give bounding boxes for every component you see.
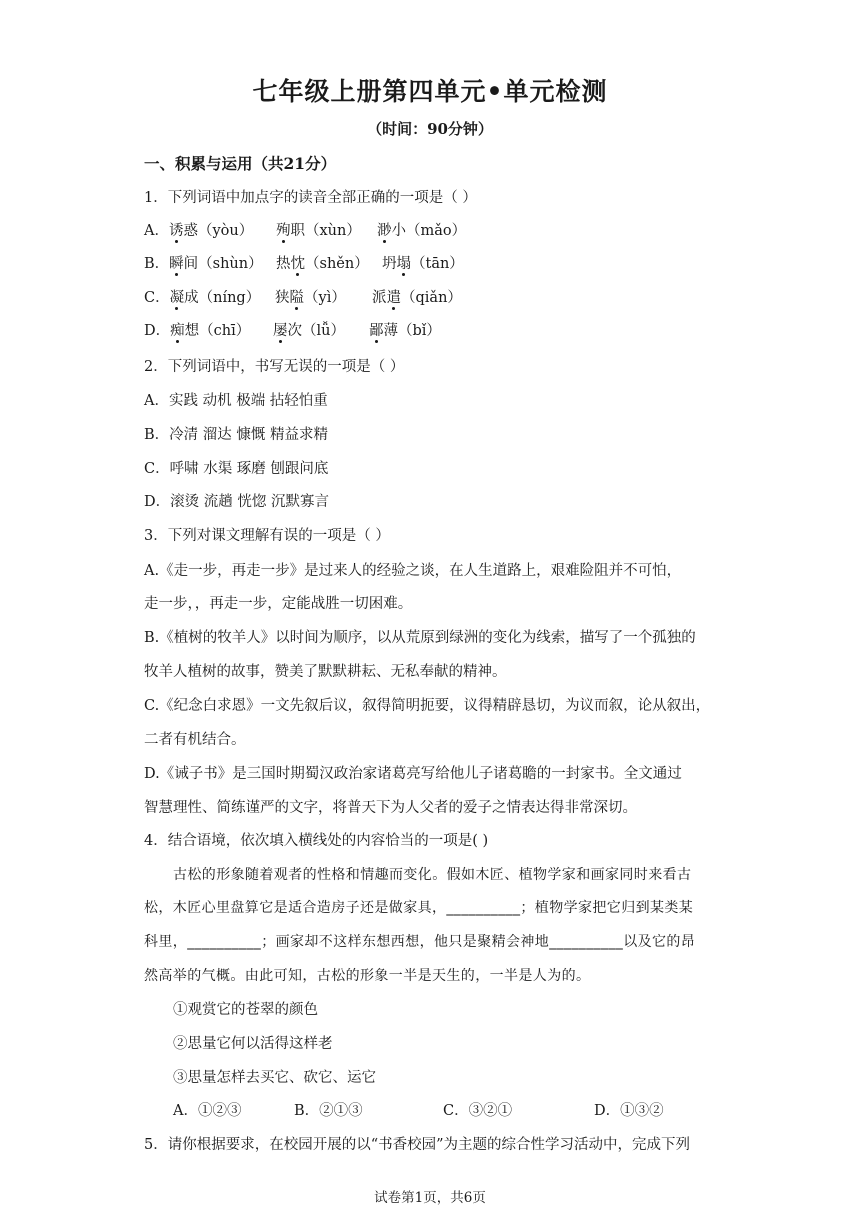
page-footer: 试卷第1页，共6页: [374, 1190, 486, 1206]
q4-item: ①观赏它的苍翠的颜色: [173, 1002, 318, 1018]
time-limit: （时间：90分钟）: [367, 120, 493, 138]
q4-choice-a: A．①②③: [173, 1103, 242, 1119]
q3-line: 牧羊人植树的故事，赞美了默默耕耘、无私奉献的精神。: [144, 664, 507, 680]
q3-line: 二者有机结合。: [144, 732, 246, 748]
q4-passage-line: 然高举的气概。由此可知，古松的形象一半是天生的，一半是人为的。: [144, 968, 591, 984]
q2-option-b: B．冷清 溜达 慷慨 精益求精: [144, 427, 328, 443]
q1-option-d: D．痴想（chī）: [144, 323, 251, 339]
q3-line: D.《诫子书》是三国时期蜀汉政治家诸葛亮写给他儿子诸葛瞻的一封家书。全文通过: [144, 766, 682, 782]
q1-stem: 1．下列词语中加点字的读音全部正确的一项是（ ）: [144, 190, 477, 206]
q1-option-b: B．瞬间（shùn）: [144, 256, 263, 272]
q4-passage-line: 古松的形象随着观者的性格和情趣而变化。假如木匠、植物学家和画家同时来看古: [173, 867, 692, 883]
section-heading: 一、积累与运用（共21分）: [144, 154, 337, 173]
q2-option-c: C．呼啸 水渠 琢磨 刨跟问底: [144, 461, 329, 477]
q3-line: B.《植树的牧羊人》以时间为顺序，以从荒原到绿洲的变化为线索，描写了一个孤独的: [144, 630, 696, 646]
q2-stem: 2．下列词语中，书写无误的一项是（ ）: [144, 359, 405, 375]
q1-option-a: A．诱惑（yòu）: [144, 223, 254, 239]
q3-line: A.《走一步，再走一步》是过来人的经验之谈，在人生道路上，艰难险阻并不可怕，: [144, 563, 682, 579]
q3-line: 走一步，，再走一步，定能战胜一切困难。: [144, 596, 413, 612]
q1-option-c: C．凝成（níng）: [144, 290, 261, 306]
q4-item: ②思量它何以活得这样老: [173, 1036, 333, 1052]
q3-stem: 3．下列对课文理解有误的一项是（ ）: [144, 528, 390, 544]
q4-choice-d: D．①③②: [594, 1103, 664, 1119]
q4-stem: 4．结合语境，依次填入横线处的内容恰当的一项是( ): [144, 833, 489, 849]
q4-choice-b: B．②①③: [294, 1103, 363, 1119]
q4-passage-line: 科里，__________；画家却不这样东想西想，他只是聚精会神地__________以及它的昂: [144, 934, 696, 950]
q2-option-a: A．实践 动机 极端 拈轻怕重: [144, 393, 328, 409]
q4-item: ③思量怎样去买它、砍它、运它: [173, 1070, 376, 1086]
q3-line: C.《纪念白求恩》一文先叙后议，叙得简明扼要，议得精辟恳切，为议而叙，论从叙出，: [144, 698, 711, 714]
exam-page: 七年级上册第四单元•单元检测 （时间：90分钟） 一、积累与运用（共21分） 1．下列词语中加点字的读音全部正确的一项是（ ） A．诱惑（yòu） 殉职（xùn） 渺小（mǎo） B．瞬间（shùn） 热忱（shěn） 坍塌（tān） C．凝成（níng） 狭隘（yì） 派遣（qiǎn） D．痴想（chī） 屡次（lǚ） 鄙薄（bǐ） 2．下列词语中，书写无误的一项是（ ） A．实践 动机 极端 拈轻怕重 B．冷清 溜达 慷慨 精益求精 C．呼啸 水渠 琢磨 刨跟问底 D．滚烫 流趟 恍惚 沉默寡言 3．下列对课文理解有误的一项是（ ） A.《走一步，再走一步》是过来人的经验之谈，在人生道路上，艰难险阻并不可怕， 走一步，，再走一步，定能战胜一切困难。 B.《植树的牧羊人》以时间为顺序，以从荒原到绿洲的变化为线索，描写了一个孤独的 牧羊人植树的故事，赞美了默默耕耘、无私奉献的精神。 C.《纪念白求恩》一文先叙后议，叙得简明扼要，议得精辟恳切，为议而叙，论从叙出， 二者有机结合。 D.《诫子书》是三国时期蜀汉政治家诸葛亮写给他儿子诸葛瞻的一封家书。全文通过 智慧理性、简练谨严的文字，将普天下为人父者的爱子之情表达得非常深切。 4．结合语境，依次填入横线处的内容恰当的一项是( ) 古松的形象随着观者的性格和情趣而变化。假如木匠、植物学家和画家同时来看古 松，木匠心里盘算它是适合造房子还是做家具，__________；植物学家把它归到某类某 科里，__________；画家却不这样东想西想，他只是聚精会神地__________以及它的昂 然高举的气概。由此可知，古松的形象一半是天生的，一半是人为的。 ①观赏它的苍翠的颜色 ②思量它何以活得这样老 ③思量怎样去买它、砍它、运它 A．①②③ B．②①③ C．③②① D．①③② 5．请你根据要求，在校园开展的以“书香校园”为主题的综合性学习活动中，完成下列 试卷第1页，共6页: [0, 0, 860, 1216]
q5-stem: 5．请你根据要求，在校园开展的以“书香校园”为主题的综合性学习活动中，完成下列: [144, 1137, 691, 1153]
q4-passage-line: 松，木匠心里盘算它是适合造房子还是做家具，__________；植物学家把它归到某类某: [144, 900, 694, 916]
q2-option-d: D．滚烫 流趟 恍惚 沉默寡言: [144, 494, 329, 510]
q4-choice-c: C．③②①: [443, 1103, 513, 1119]
q3-line: 智慧理性、简练谨严的文字，将普天下为人父者的爱子之情表达得非常深切。: [144, 800, 637, 816]
page-title: 七年级上册第四单元•单元检测: [252, 77, 608, 106]
